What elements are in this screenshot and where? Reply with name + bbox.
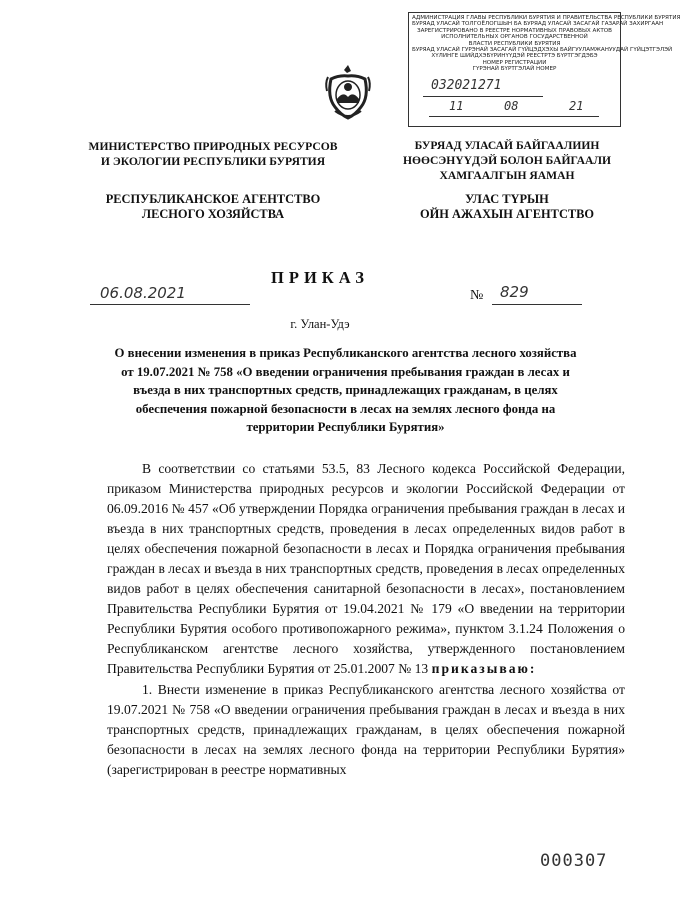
order-subject: О внесении изменения в приказ Республиканского агентства лесного хозяйства от 19.07.2021 № 758 «О введении ограничения пребывания граждан в лесах и въезда в них транспортных средств, принадлежащих гражданам, в целях обеспечения пожарной безопасности в лесах на землях лесного фонда на территории Республики Бурятия» bbox=[114, 346, 577, 434]
number-underline bbox=[492, 304, 582, 305]
preamble-paragraph: В соответствии со статьями 53.5, 83 Лесного кодекса Российской Федерации, приказом Министерства природных ресурсов и экологии Российской Федерации от 06.09.2016 № 457 «Об утверждении Порядка ограничения пребывания граждан в лесах и въезда в них транспортных средств, проведения в лесах определенных видов работ в целях обеспечения пожарной безопасности в лесах и Порядка ограничения пребывания граждан в лесах и въезда в них транспортных средств, проведения в лесах определенных видов работ в целях обеспечения санитарной безопасности в лесах», постановлением Правительства Республики Бурятия от 19.04.2021 № 179 «О введении на территории Республики Бурятия особого противопожарного режима», пунктом 3.1.24 Положения о Республиканском агентстве лесного хозяйства, утвержденного постановлением Правительства Республики Бурятия от 25.01.2007 № 13 приказываю: bbox=[107, 461, 625, 677]
left-ministry-name: МИНИСТЕРСТВО ПРИРОДНЫХ РЕСУРСОВ И ЭКОЛОГИИ РЕСПУБЛИКИ БУРЯТИЯ bbox=[88, 140, 338, 168]
order-number: 829 bbox=[500, 283, 529, 301]
stamp-line: ЗАРЕГИСТРИРОВАНО В РЕЕСТРЕ НОРМАТИВНЫХ ПРАВОВЫХ АКТОВ bbox=[416, 27, 612, 34]
stamp-line: АДМИНИСТРАЦИЯ ГЛАВЫ РЕСПУБЛИКИ БУРЯТИЯ И ПРАВИТЕЛЬСТВА РЕСПУБЛИКИ БУРЯТИЯ bbox=[412, 15, 680, 21]
order-date: 06.08.2021 bbox=[100, 284, 186, 302]
page-number: 000307 bbox=[540, 851, 608, 871]
stamp-line: ГҮРЭНАЙ БҮРТГЭЛАЙ НОМЕР bbox=[472, 66, 557, 73]
stamp-reg-number: 032021271 bbox=[431, 78, 502, 93]
city-name: г. Улан-Удэ bbox=[290, 317, 350, 331]
stamp-reg-month: 08 bbox=[504, 99, 519, 113]
stamp-reg-day: 11 bbox=[449, 99, 464, 113]
number-sign: № bbox=[470, 288, 484, 303]
stamp-line: ВЛАСТИ РЕСПУБЛИКИ БУРЯТИЯ bbox=[468, 40, 561, 47]
stamp-line: ХҮЛИНГЕ ШИЙДХЭБҮРИНҮҮДЭЙ РЕЕСТРТЭ БҮРТГЭГДЭБЭ bbox=[431, 53, 598, 60]
stamp-line: НОМЕР РЕГИСТРАЦИИ bbox=[482, 59, 547, 66]
stamp-number-line bbox=[423, 96, 543, 97]
right-agency-name: УЛАС ТҮРЫН ОЙН АЖАХЫН АГЕНТСТВО bbox=[419, 192, 595, 221]
left-agency-name: РЕСПУБЛИКАНСКОЕ АГЕНТСТВО ЛЕСНОГО ХОЗЯЙСТВА bbox=[105, 192, 321, 221]
stamp-reg-year: 21 bbox=[569, 99, 584, 113]
document-title: ПРИКАЗ bbox=[271, 268, 369, 287]
stamp-line: БУРЯАД УЛАСАЙ ТОЛГОЁЛОГШЫН БА БУРЯАД УЛАСАЙ ЗАСАГАЙ ГАЗАРАЙ ЗАХИРГААН bbox=[412, 21, 664, 28]
coat-of-arms-emblem bbox=[323, 63, 373, 121]
order-body bbox=[107, 459, 625, 780]
stamp-line: ИСПОЛНИТЕЛЬНЫХ ОРГАНОВ ГОСУДАРСТВЕННОЙ bbox=[441, 34, 588, 41]
stamp-date-line bbox=[429, 116, 599, 117]
stamp-line: БУРЯАД УЛАСАЙ ГУРЭНАЙ ЗАСАГАЙ ГҮЙЦЭДХЭХЫ БАЙГУУЛАМЖАНУУДАЙ ГҮЙЦЭТГЭЛЭЙ bbox=[412, 47, 673, 54]
date-underline bbox=[90, 304, 250, 305]
registration-stamp bbox=[408, 12, 680, 127]
clause-1-paragraph: 1. Внести изменение в приказ Республиканского агентства лесного хозяйства от 19.07.2021 № 758 «О введении ограничения пребывания граждан в лесах и въезда в них транспортных средств, принадлежащих гражданам, в целях обеспечения пожарной безопасности в лесах на землях лесного фонда на территории Республики Бурятия» (зарегистрирован в реестре нормативных bbox=[107, 681, 625, 777]
right-ministry-name: БУРЯАД УЛАСАЙ БАЙГААЛИИН НӨӨСЭНҮҮДЭЙ БОЛОН БАЙГААЛИ ХАМГААЛГЫН ЯАМАН bbox=[402, 139, 612, 182]
order-directive: приказываю: bbox=[431, 661, 537, 677]
